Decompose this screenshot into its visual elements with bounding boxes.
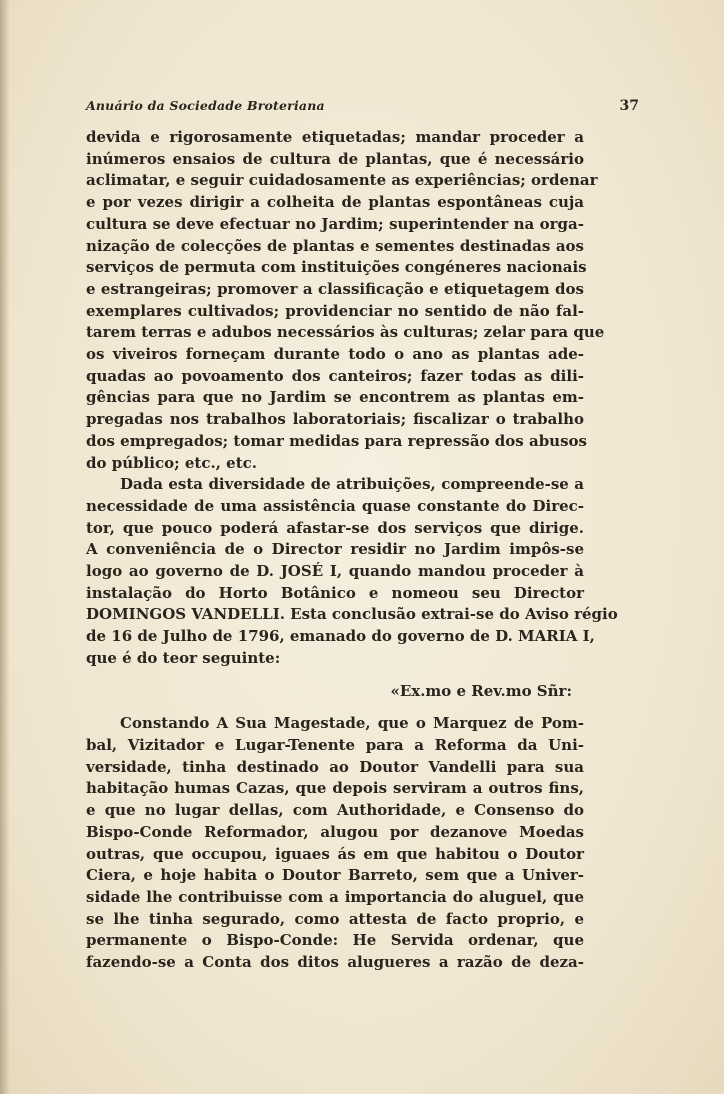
text-line: Ciera, e hoje habita o Doutor Barreto, sem que a Univer-	[86, 866, 584, 885]
text-line: versidade, tinha destinado ao Doutor Vandelli para sua	[86, 757, 584, 776]
text-line: do público; etc., etc.	[86, 453, 257, 472]
text-line: Constando A Sua Magestade, que o Marquez de Pom-	[120, 714, 584, 733]
text-line: gências para que no Jardim se encontrem as plantas em-	[86, 388, 584, 407]
text-line: inúmeros ensaios de cultura de plantas, que é necessário	[86, 149, 584, 168]
text-line: se lhe tinha segurado, como attesta de facto proprio, e	[86, 909, 584, 928]
text-line: e por vezes dirigir a colheita de plantas espontâneas cuja	[86, 193, 584, 212]
text-line: bal, Vizitador e Lugar-Tenente para a Reforma da Uni-	[86, 735, 584, 754]
text-line: pregadas nos trabalhos laboratoriais; fiscalizar o trabalho	[86, 410, 584, 429]
text-line: Bispo-Conde Reformador, alugou por dezanove Moedas	[86, 822, 584, 841]
text-line: que é do teor seguinte:	[86, 648, 281, 667]
text-line: cultura se deve efectuar no Jardim; superintender na orga-	[86, 214, 584, 233]
text-line: instalação do Horto Botânico e nomeou seu Director	[86, 583, 584, 602]
text-line: tarem terras e adubos necessários às culturas; zelar para que	[86, 323, 605, 342]
text-line: devida e rigorosamente etiquetadas; mandar proceder a	[86, 128, 584, 146]
text-line: logo ao governo de D. JOSÉ I, quando mandou proceder à	[86, 562, 584, 581]
text-line: necessidade de uma assistência quase constante do Direc-	[86, 496, 584, 515]
text-line: e estrangeiras; promover a classificação e etiquetagem dos	[86, 279, 584, 298]
text-line: aclimatar, e seguir cuidadosamente as experiências; ordenar	[86, 171, 598, 190]
page-header	[86, 98, 639, 114]
text-line: serviços de permuta com instituições congéneres nacionais	[86, 258, 587, 277]
text-line: permanente o Bispo-Conde: He Servida ordenar, que	[86, 931, 584, 950]
text-line: dos empregados; tomar medidas para repressão dos abusos	[86, 431, 587, 450]
text-line: e que no lugar dellas, com Authoridade, e Consenso do	[86, 801, 584, 820]
text-line: sidade lhe contribuisse com a importancia do aluguel, que	[86, 887, 584, 906]
text-line: outras, que occupou, iguaes ás em que habitou o Doutor	[86, 844, 584, 863]
text-line: Dada esta diversidade de atribuições, compreende-se a	[120, 475, 584, 494]
text-line: nização de colecções de plantas e sementes destinadas aos	[86, 236, 584, 255]
page-number: 37	[619, 98, 639, 114]
page-edge-shadow	[0, 0, 10, 1094]
text-line: habitação humas Cazas, que depois serviram a outros fins,	[86, 779, 584, 798]
text-line: de 16 de Julho de 1796, emanado do governo de D. MARIA I,	[86, 627, 595, 646]
text-line: DOMINGOS VANDELLI. Esta conclusão extrai-se do Aviso régio	[86, 605, 618, 624]
text-line: os viveiros forneçam durante todo o ano as plantas ade-	[86, 345, 584, 364]
body-text	[86, 127, 618, 974]
text-line: exemplares cultivados; providenciar no sentido de não fal-	[86, 301, 584, 320]
text-line: A conveniência de o Director residir no Jardim impôs-se	[86, 540, 584, 559]
salutation-line: «Ex.mo e Rev.mo Sñr:	[390, 681, 572, 700]
text-line: quadas ao povoamento dos canteiros; fazer todas as dili-	[86, 366, 584, 385]
text-line: fazendo-se a Conta dos ditos alugueres a razão de deza-	[86, 953, 584, 972]
running-title: Anuário da Sociedade Broteriana	[86, 98, 325, 113]
text-line: tor, que pouco poderá afastar-se dos serviços que dirige.	[86, 518, 584, 537]
